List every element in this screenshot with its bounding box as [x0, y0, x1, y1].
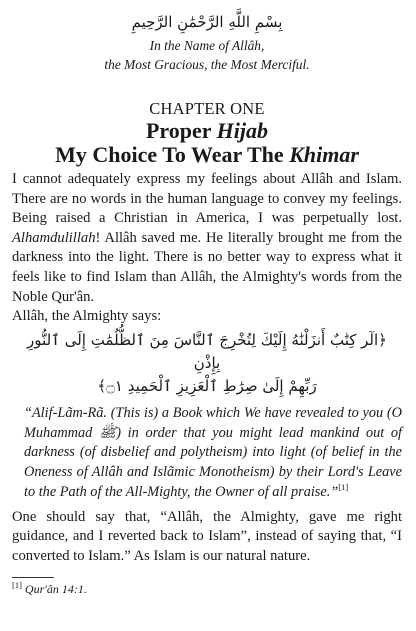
- chapter-title-2a: My Choice To Wear The: [55, 142, 290, 167]
- verse-translation: [12, 404, 402, 503]
- chapter-title-1a: Proper: [145, 118, 217, 143]
- footnote-divider: [12, 577, 54, 578]
- chapter-title-line-1: [12, 119, 402, 143]
- p1-part-b: Alhamdulillah: [12, 229, 96, 246]
- invocation-line-2: the Most Gracious, the Most Merciful.: [104, 57, 310, 72]
- chapter-label: CHAPTER ONE: [149, 99, 265, 118]
- basmala-arabic: بِسْمِ اللَّهِ الرَّحْمَٰنِ الرَّحِيمِ: [131, 13, 283, 31]
- chapter-title-2b: Khimar: [289, 142, 359, 167]
- chapter-title: [12, 119, 402, 167]
- chapter-title-line-2: [12, 143, 402, 167]
- verse-arabic-line-2: رَبِّهِمْ إِلَىٰ صِرَٰطِ ٱلْعَزِيزِ ٱلْحَمِيدِ ۝١﴾: [97, 376, 317, 395]
- p1-part-a: I cannot adequately express my feelings about Allâh and Islam. There are no words in the human language to convey my feelings. Being raised a Christian in America, I was perpetually lost.: [12, 171, 402, 227]
- footnote-marker: [1]: [12, 579, 22, 590]
- verse-arabic: [12, 329, 402, 398]
- invocation-line-1: In the Name of Allâh,: [149, 38, 265, 53]
- verse-arabic-line-1: ﴿الٓر كِتَٰبٌ أَنزَلْنَٰهُ إِلَيْكَ لِتُخْرِجَ ٱلنَّاسَ مِنَ ٱلظُّلُمَٰتِ إِلَى ٱلنُّورِ بِإِذْنِ: [27, 330, 387, 372]
- verse-intro: Allâh, the Almighty says:: [12, 308, 162, 325]
- verse-translation-text: “Alif-Lãm-Rã. (This is) a Book which We have revealed to you (O Muhammad ﷺ) in order that you might lead mankind out of darkness (of disbelief and polytheism) into light (of belief in the Oneness of Allâh and Islãmic Monotheism) by their Lord's Leave to the Path of the All-Mighty, the Owner of all praise.”: [24, 404, 402, 500]
- footnote-ref: [1]: [338, 482, 349, 493]
- footnote: [12, 581, 402, 597]
- invocation: [12, 36, 402, 74]
- p1-part-c: ! Allâh saved me. He literally brought me from the darkness into the light. There is no better way to express what it feels like to find Islam than Allâh, the Almighty's words from the Noble Qur'ân.: [12, 229, 402, 305]
- footnote-text: Qur'ân 14:1.: [24, 581, 87, 596]
- chapter-title-1b: Hijab: [216, 118, 269, 143]
- body-paragraph-2: One should say that, “Allâh, the Almighty, gave me right guidance, and I reverted back to Islam”, instead of saying that, “I converted to Islam.” As Islam is our natural nature.: [12, 508, 402, 564]
- body-paragraph-1: [12, 170, 402, 307]
